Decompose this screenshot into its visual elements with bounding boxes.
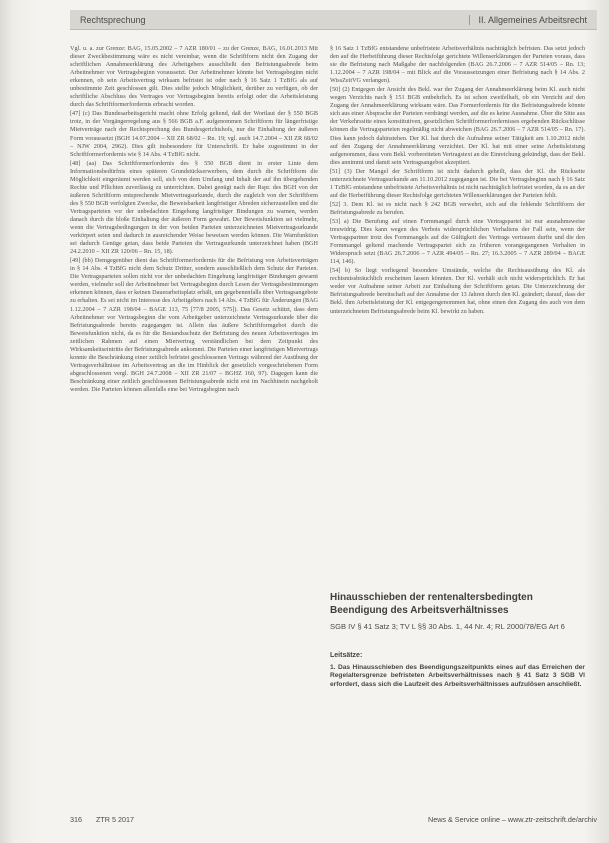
running-header — [70, 10, 597, 30]
paragraph: § 16 Satz 1 TzBfG entstandene unbefristete Arbeitsverhältnis nachträglich befristen. Das setzt jedoch den auf die Herbeiführung dieser Rechtsfolge gerichtete Willenserklärungen der Parteien voraus, dass sie die Befristung nach Maßgabe der nachfolgenden (BAG 26.7.2006 – 7 AZR 514/05 – Rn. 13; 1.12.2004 – 7 AZR 198/04 – mit Blick auf die Voraussetzungen einer Befristung nach § 14 Abs. 2 WissZeitVG verlangen). — [330, 45, 585, 85]
paragraph: [53] a) Die Berufung auf einen Formmangel durch eine Vertragspartei ist nur ausnahmsweise treuwidrig. Dies kann wegen des Verbots widersprüchlichen Verhaltens der Fall sein, wenn der Vertragspartner trotz des Formmangels auf die Gültigkeit des Vertrags vertrauen durfte und die den Formmangel geltend machende Vertragspartei sich zu früheren vorangegangenen Verhalten in Widerspruch setzt (BAG 26.7.2006 – 7 AZR 494/05 – Rn. 27; 16.3.2005 – 7 AZR 289/04 – BAGE 114, 146). — [330, 217, 585, 266]
section-title: Hinausschieben der rentenaltersbedingten Beendigung des Arbeitsverhältnisses — [330, 592, 533, 616]
left-column — [70, 45, 318, 394]
leitsatz-label: Leitsätze: — [330, 652, 363, 659]
paragraph: [49] (bb) Demgegenüber dient das Schriftformerfordernis für die Befristung von Arbeitsverträgen in § 14 Abs. 4 TzBfG nicht dem Schutz Dritter, sondern ausschließlich dem Schutz der Parteien. Die Vertragsparteien sollen nicht vor der unbedachten Eingehung langfristiger Bindungen gewarnt werden, vielmehr soll der Arbeitnehmer bei Vertragsbeginn durch Lesen der Vertragsbestimmungen erkennen können, dass er keinen Dauerarbeitsplatz erhält, um gegebenenfalls über Vertragsangebote zu erhalten. Es sei nicht im Interesse des Arbeitgebers nach 14 Abs. 4 TzBfG für Änderungen (BAG 1.12.2004 – 7 AZR 198/04 – BAGE 113, 75 [77/8 2005, 575]). Das Gesetz schützt, dass dem Arbeitnehmer vor Vertragsbeginn die vom Arbeitgeber unterzeichnete Vertragsurkunde über die Befristungsabrede bereits zugegangen ist. Allein das äußere Schriftformgebot durch die Beweisfunktion nicht, da es für die Bestandsschutz der Befristung des neuen Arbeitsvertrages im zeitlichen Rahmen auf einen Mietvertrag verständlichen bei dem Zeitpunkt des Wirksamkeitseintritts der Befristungsabrede ankommt. Die Parteien einer langfristigen Mietvertrags konnte die Beschränkung einer zeitlich befristet geschlossenen Vertrags während der Ausübung der Vertragsverhältnisse im Arbeitsvertrag an die im Hinblick der gesetzlich vorgeschriebenen Form abgeschlossenen vergl. BGH 24.7.2008 – XII ZR 21/07 – BGHZ 160, 97). Dagegen kann die Beschränkung einer zeitlich geschlossenen Befristungsabrede nicht erst im Nachhinein nachgeholt werden. Die Parteien können allenfalls eine bei Vertragsbeginn nach — [70, 257, 319, 393]
running-footer — [70, 813, 597, 825]
paragraph: [52] 3. Dem Kl. ist es nicht nach § 242 BGB verwehrt, sich auf die fehlende Schriftform der Befristungsabrede zu berufen. — [330, 200, 585, 216]
paragraph: Vgl. u. a. zur Grenze: BAG, 15.05.2002 – 7 AZR 180/01 – zu der Grenze, BAG, 16.01.2013 Mit dieser Zweckbestimmung wäre es nicht vereinbar, wenn die Schriftform nicht den Zugang der schriftlichen Annahmeerklärung des Arbeitgebers ausschließt den Befristungsabrede beim Arbeitnehmer vor Vertragsbeginn voraussetzt. Der Arbeitnehmer könnte bei Vertragsbeginn nicht erkennen, ob sein Arbeitsvertrag wirksam befristet ist oder nach § 16 Satz 1 TzBfG als auf unbestimmte Zeit geschlossen gilt. Dies stellte jedoch Möglichkeit, derüber zu verfügen, ob der schriftliche Abschluss des Vertrages vor Vertragsbeginn bereits erfolgt oder die Arbeitsleistung durch das Schriftformerfordernis erbracht worden. — [70, 45, 318, 109]
header-section-label: Rechtsprechung — [80, 14, 146, 25]
paragraph: [48] (aa) Das Schriftformerfordernis des § 550 BGB dient in erster Linie dem Informationsbedürfnis eines späteren Grundstückserwerbers, dem durch die Schriftform die Möglichkeit eingeräumt werden soll, sich von dem Umfang und Inhalt der auf ihn übergehenden Rechte und Pflichten zuverlässig zu unterrichten. Dabei genügt nach der Rspr. des BGH von der äußeren Schriftform entsprechende Mietvertragsurkunde, durch die zugleich von der Schriftform des § 550 BGB verfolgten Zwecke, die Beweisbarkeit langfristiger Abreden sicherzustellen und die Vertragsparteien vor der unbedachten Eingehung langfristiger Bindungen zu warnen, werden danach durch die bloße Einhaltung der äußeren Form gewahrt. Der Beweisfunktion sei vielmehr, wenn die Vertragsbedingungen in der von beiden Parteien unterzeichneten Mietvertragsurkunde verkörpert seien und dadurch in ausreichender Weise beweisen werden können. Die Warnfunktion sei dadurch Genüge getan, dass beide Parteien die Vertragsurkunde unterzeichnet haben (BGH 24.2.2010 – XII ZR 120/06 – Rn. 15, 18). — [70, 159, 318, 256]
paragraph: [51] (3) Der Mangel der Schriftform ist nicht dadurch geheilt, dass der Kl. die Rückseite unterzeichnete Vertragsurkunde am 11.10.2012 zugegangen ist. Die bei Vertragsbeginn nach § 16 Satz 1 TzBfG entstandene unbefristete Arbeitsverhältnis ist nicht nachträglich befristet worden, da es an der auf die Herbeiführung dieser Rechtsfolge gerichteten Willenserklärungen der Parteien fehlt. — [330, 167, 585, 199]
page-number: 316 — [70, 814, 82, 824]
journal-issue: ZTR 5 2017 — [96, 814, 134, 824]
right-column — [330, 45, 585, 316]
paragraph: [47] (c) Das Bundesarbeitsgericht macht ohne Erfolg geltend, daß der Wortlaut der § 550 BGB trotz, in der Vorgängerregelung aus § 566 BGB a.F. aufgenommen Schriftform für längerfristige Mietverträge nach der Rechtsprechung des Bundesgerichtshofs, nur die Einhaltung der äußeren Form voraussetzt (BGH 14.07.2004 – XII ZR 68/02 – Rn. 19; vgl. auch 14.7.2004 – XII ZR 68/02 – NJW 2004, 2962). Dies gilt insbesondere für Unterschrift. Er habe zugestimmt in der Schriftformerfordernis wie § 14 Abs. 4 TzBfG nicht. — [70, 110, 318, 158]
paragraph: [54] b) So liegt vorliegend besondere Umstände, welche die Rechtsausübung des Kl. als rechtsmissbräuchlich erscheinen lassen könnten. Der Kl. verhält sich nicht widersprüchlich. Er hat weder vor Aufnahme seiner Arbeit zur Einhaltung der Schriftform getan. Die Unterzeichnung der Befristungsabrede bereitschaft auf der Annahme der 13 Jahren durch den Kl. geändert; darauf, dass der Bekl. ihm Arbeitsleistung der Kl. entgegengenommen hat, ohne einen den Zugang des auch von dem unterzeichneten Befristungsabrede beim Kl. bewirkt zu haben. — [330, 267, 585, 315]
statute-reference: SGB IV § 41 Satz 3; TV L §§ 30 Abs. 1, 44 Nr. 4; RL 2000/78/EG Art 6 — [330, 622, 565, 631]
header-chapter-label: II. Allgemeines Arbeitsrecht — [469, 15, 587, 25]
leitsatz-text: 1. Das Hinausschieben des Beendigungszeitpunkts eines auf das Erreichen der Regelaltersgrenze befristeten Arbeitsverhältnisses nach § 41 Satz 3 SGB VI erfordert, dass sich die Laufzeit des Arbeitsverhältnisses aufzulösen anschließt. — [330, 664, 585, 688]
footer-link-text: News & Service online – www.ztr-zeitschrift.de/archiv — [428, 814, 597, 824]
paragraph: [50] (2) Entgegen der Ansicht des Bekl. war der Zugang der Annahmeerklärung beim Kl. auch nicht wegen Verzichts nach § 151 BGB entbehrlich. Es ist schon zweifelhaft, ob ein Verzicht auf den Zugang der Annahmeerklärung wirksam wäre. Das Formerfordernis für die Befristungsabrede könnte sich aus einer Absprache der Parteien verdrängt werden, auf die es keine Ausnahme. Über die Sitte aus der Verkehrssitte eines konstitutiven, gesetzlichen Schriftformerfordernisses ergebenden Rückschlüsse können die Vertragsparteien regelmäßig nicht abweichen (BAG 26.7.2006 – 7 AZR 514/05 – Rn. 17). Dies kann jedoch dahinstehen. Der Kl. hat durch die Aufnahme seiner Tätigkeit am 1.10.2012 nicht auf den Zugang der Annahmeerklärung verzichtet. Der Kl. hat mit einer seine Arbeitsleistung aufgenommen, dass vom Bekl. vorbereiteten Vertragstext an die Einreichung gekündigt, dass der Bekl. dies annimmt und damit sein Vertragsangebot akzeptiert. — [330, 86, 585, 166]
footer-left — [70, 815, 134, 824]
